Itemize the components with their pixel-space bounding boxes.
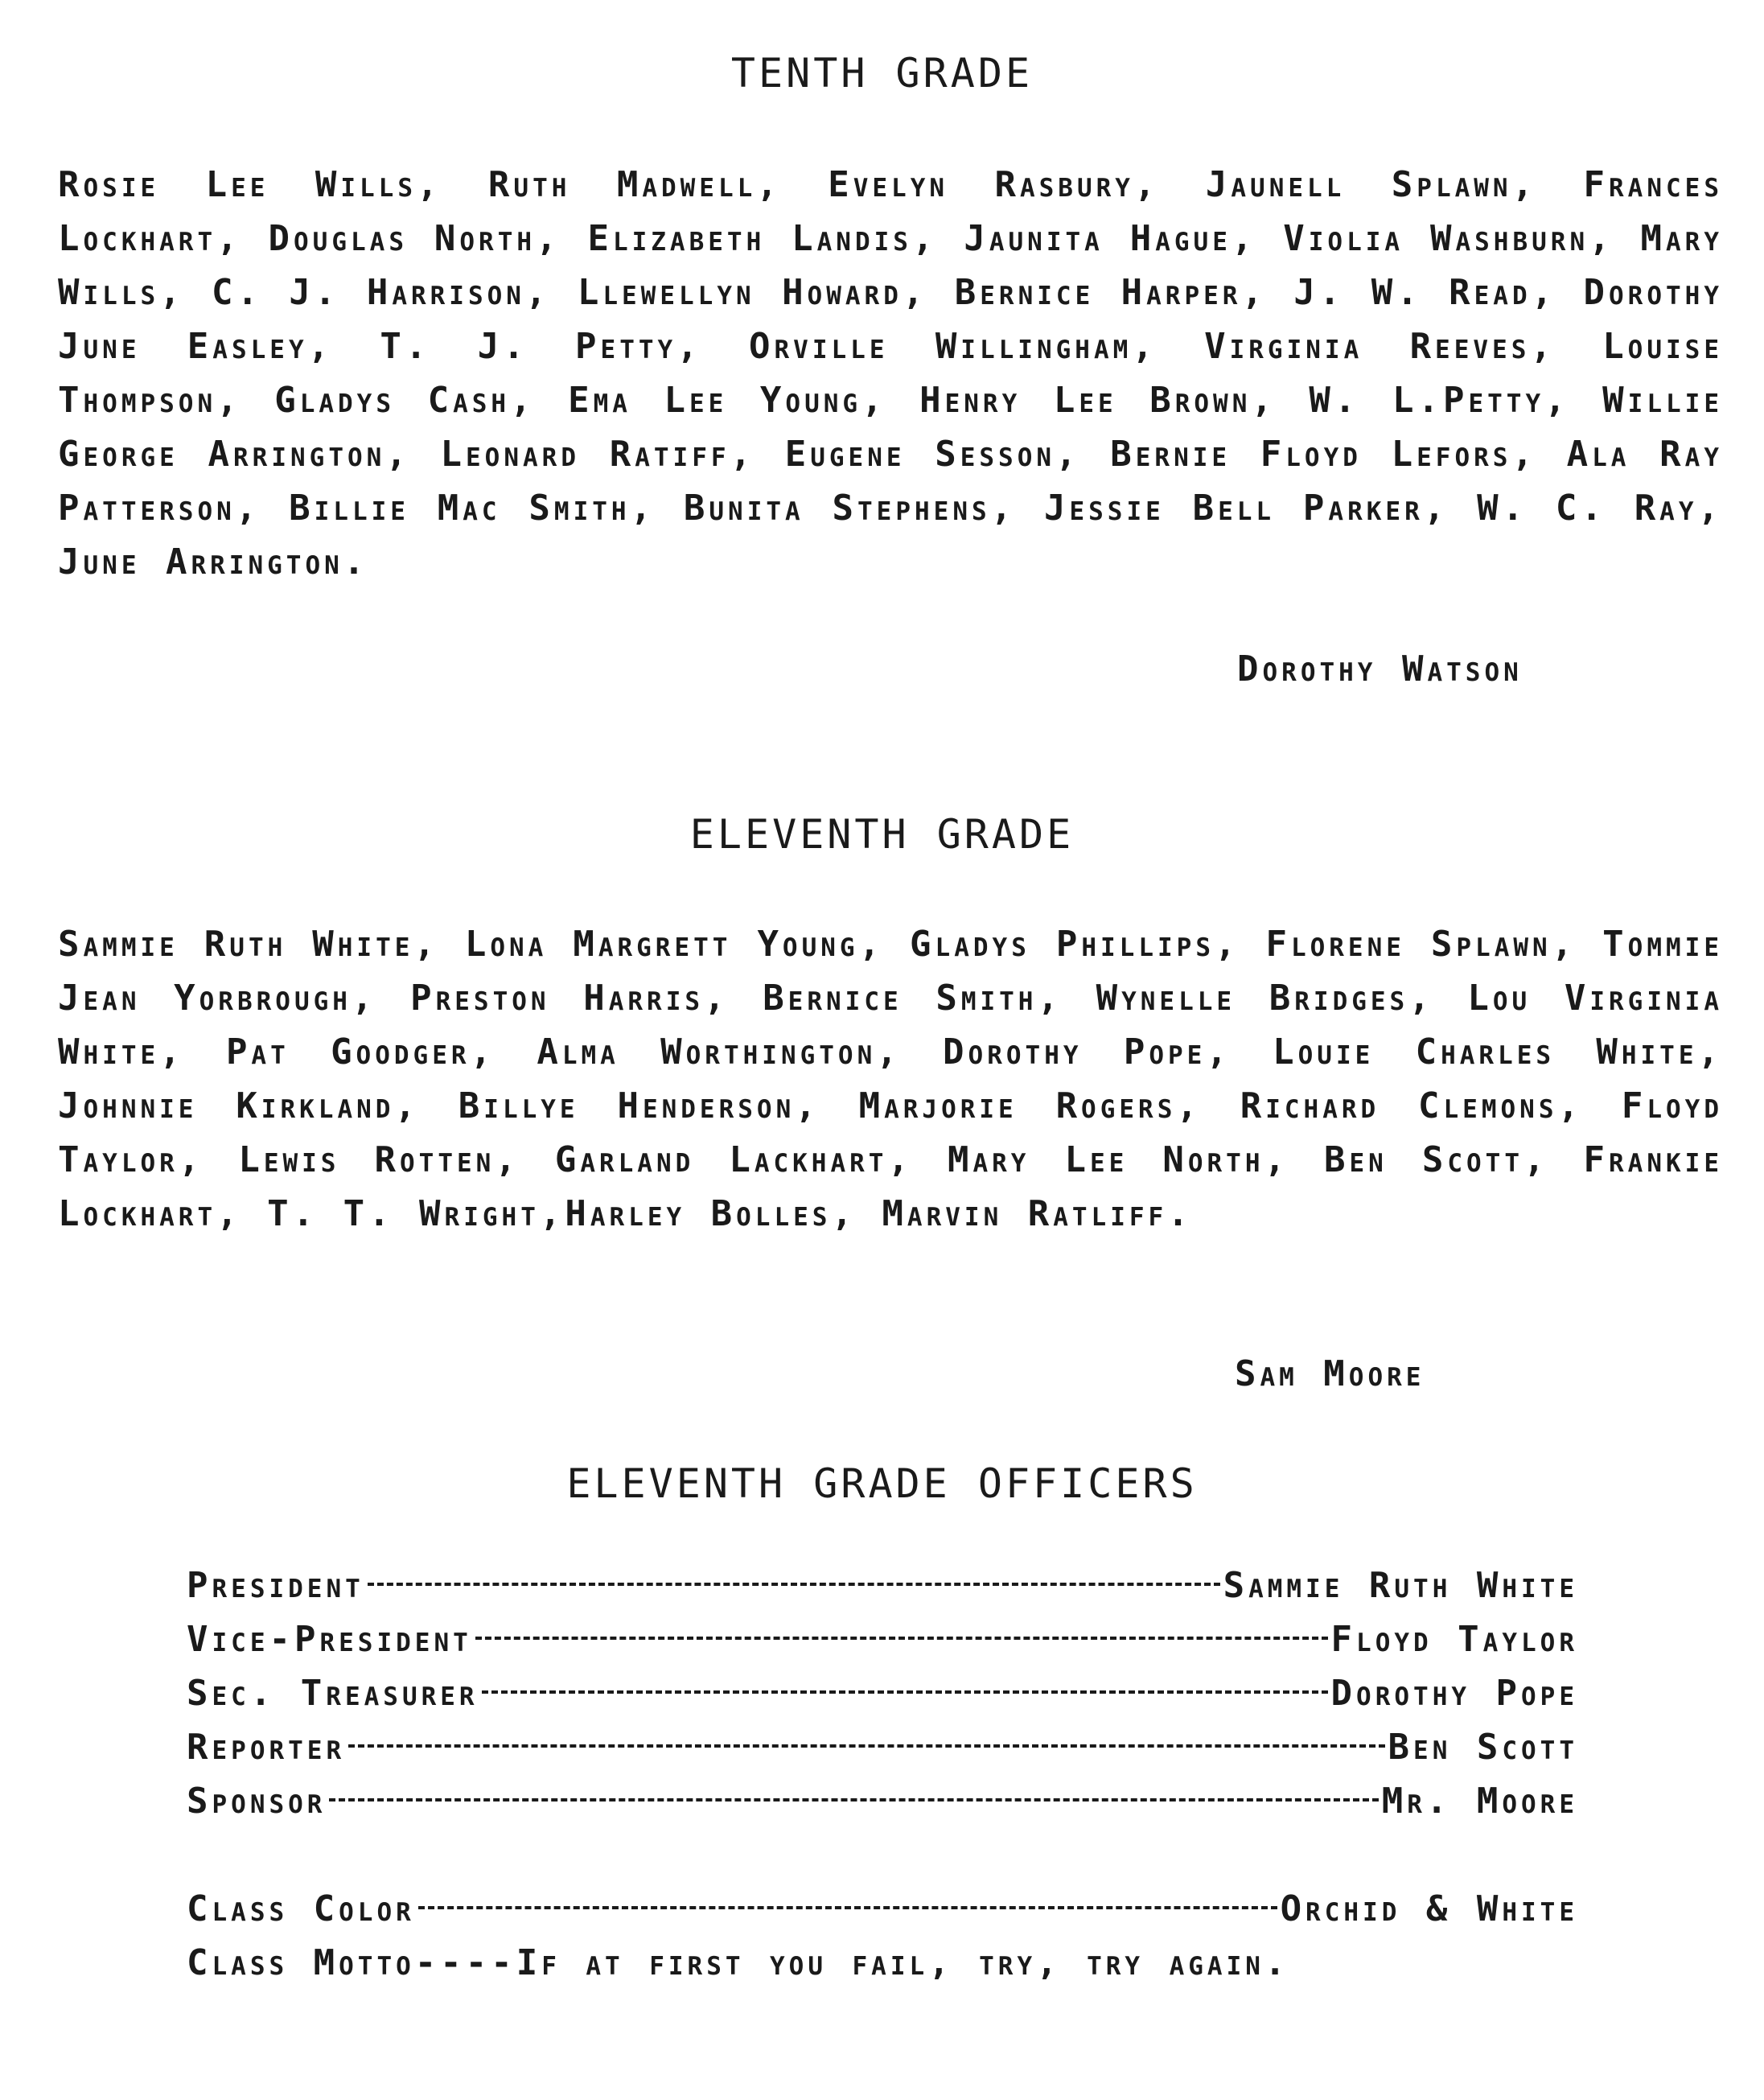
class-color-value: Orchid & White	[1280, 1888, 1578, 1929]
spacer	[187, 1834, 1578, 1888]
class-motto-value: If at first you fail, try, try again.	[516, 1942, 1290, 1983]
dashed-leader	[329, 1798, 1378, 1801]
class-color-label: Class Color	[187, 1888, 415, 1929]
class-motto-row	[187, 1942, 1578, 1996]
officer-role: Sponsor	[187, 1781, 327, 1822]
officer-role: President	[187, 1565, 364, 1606]
officer-row	[187, 1673, 1578, 1727]
officer-row	[187, 1565, 1578, 1619]
officer-name: Sammie Ruth White	[1223, 1565, 1578, 1606]
officers-heading: ELEVENTH GRADE OFFICERS	[566, 1460, 1198, 1507]
officer-row	[187, 1727, 1578, 1781]
eleventh-grade-signature: Sam Moore	[1235, 1353, 1425, 1394]
officer-row	[187, 1619, 1578, 1673]
tenth-grade-heading: TENTH GRADE	[730, 50, 1034, 97]
officer-role: Vice-President	[187, 1619, 472, 1660]
officer-row	[187, 1781, 1578, 1834]
class-motto-dashes: ----	[414, 1942, 516, 1983]
officer-name: Mr. Moore	[1381, 1781, 1578, 1822]
eleventh-grade-names: Sammie Ruth White, Lona Margrett Young, Gladys Phillips, Florene Splawn, Tommie Jean Yorbrough, Preston Harris, Bernice Smith, Wynelle Bridges, Lou Virginia White, Pat Goodger, Alma Worthington, Dorothy Pope, Louie Charles White, Johnnie Kirkland, Billye Henderson, Marjorie Rogers, Richard Clemons, Floyd Taylor, Lewis Rotten, Garland Lackhart, Mary Lee North, Ben Scott, Frankie Lockhart, T. T. Wright,Harley Bolles, Marvin Ratliff.	[58, 924, 1723, 1234]
class-color-row	[187, 1888, 1578, 1942]
tenth-grade-names: Rosie Lee Wills, Ruth Madwell, Evelyn Rasbury, Jaunell Splawn, Frances Lockhart, Douglas North, Elizabeth Landis, Jaunita Hague, Violia Washburn, Mary Wills, C. J. Harrison, Llewellyn Howard, Bernice Harper, J. W. Read, Dorothy June Easley, T. J. Petty, Orville Willingham, Virginia Reeves, Louise Thompson, Gladys Cash, Ema Lee Young, Henry Lee Brown, W. L.Petty, Willie George Arrington, Leonard Ratiff, Eugene Sesson, Bernie Floyd Lefors, Ala Ray Patterson, Billie Mac Smith, Bunita Stephens, Jessie Bell Parker, W. C. Ray, June Arrington.	[58, 164, 1723, 583]
officer-role: Sec. Treasurer	[187, 1673, 479, 1714]
officer-name: Dorothy Pope	[1330, 1673, 1578, 1714]
dashed-leader	[348, 1744, 1384, 1748]
dashed-leader	[418, 1906, 1277, 1909]
dashed-leader	[368, 1583, 1220, 1586]
officer-name: Ben Scott	[1388, 1727, 1578, 1768]
officers-list	[187, 1565, 1578, 1996]
officer-name: Floyd Taylor	[1330, 1619, 1578, 1660]
tenth-grade-signature: Dorothy Watson	[1237, 649, 1523, 690]
officer-role: Reporter	[187, 1727, 346, 1768]
dashed-leader	[482, 1690, 1328, 1694]
eleventh-grade-heading: ELEVENTH GRADE	[689, 811, 1075, 858]
class-motto-label: Class Motto	[187, 1942, 415, 1983]
dashed-leader	[475, 1637, 1328, 1640]
